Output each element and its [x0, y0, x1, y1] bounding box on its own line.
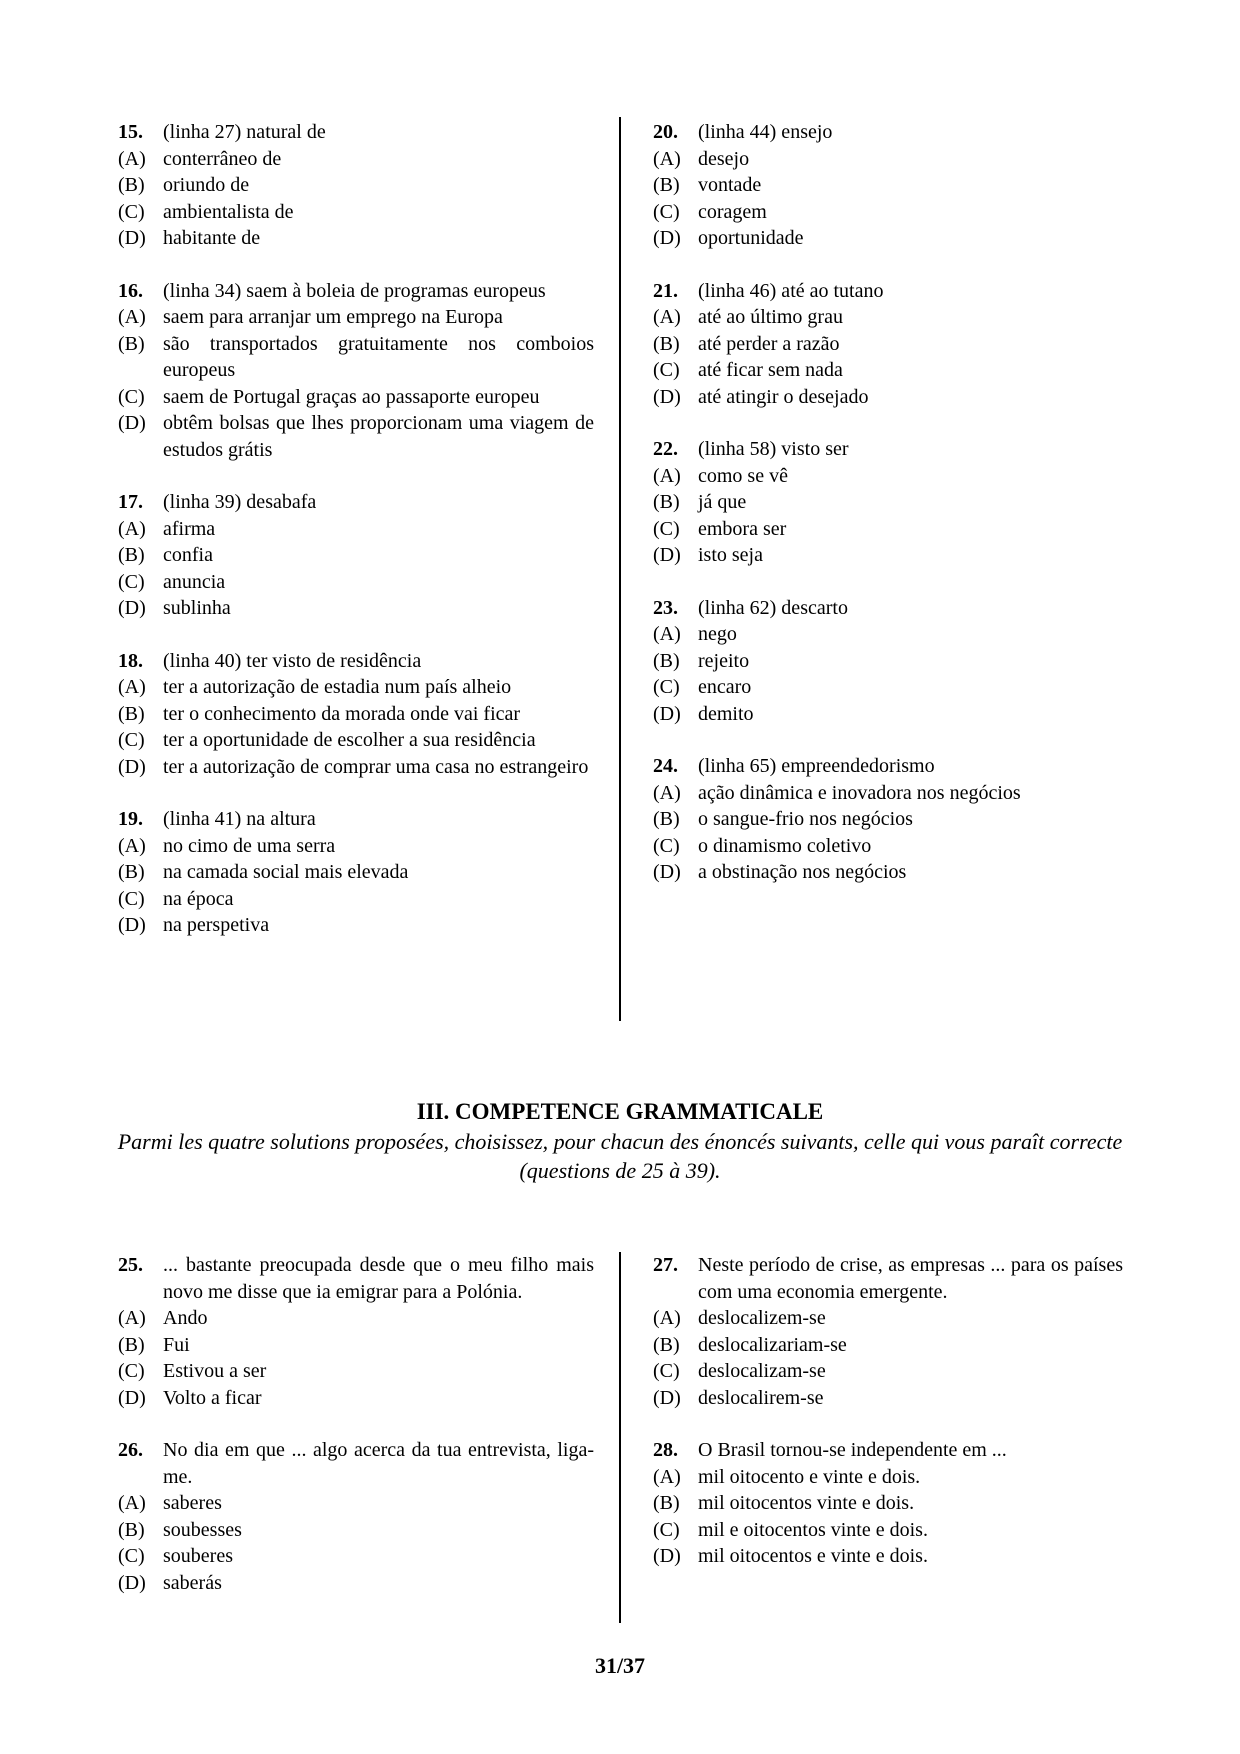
answer-option [653, 674, 1123, 701]
option-text: desejo [698, 147, 750, 170]
answer-option [118, 1490, 594, 1517]
question-prompt: ... bastante preocupada desde que o meu filho mais novo me disse que ia emigrar para a Polónia. [163, 1254, 594, 1303]
question-prompt: (linha 27) natural de [163, 121, 326, 143]
option-letter: (A) [118, 147, 146, 170]
option-text: encaro [698, 676, 752, 698]
option-letter: (D) [118, 914, 146, 936]
option-text: embora ser [698, 517, 787, 540]
option-text: até perder a razão [698, 332, 840, 355]
option-text: Volto a ficar [163, 1386, 262, 1409]
question-prompt: (linha 58) visto ser [698, 438, 849, 460]
question-number: 18. [118, 649, 143, 672]
question-block [653, 753, 1123, 886]
question-block [653, 595, 1123, 728]
answer-option [653, 1332, 1123, 1359]
answer-option [653, 701, 1123, 728]
answer-option [118, 701, 594, 728]
column-divider-bottom [619, 1252, 621, 1623]
option-letter: (B) [653, 1333, 680, 1356]
option-letter: (C) [118, 385, 145, 408]
option-letter: (C) [118, 887, 145, 910]
option-letter: (A) [653, 1465, 681, 1488]
answer-option [118, 1570, 594, 1597]
option-letter: (D) [118, 412, 146, 434]
question-stem [118, 1252, 594, 1305]
option-text: o sangue-frio nos negócios [698, 808, 913, 830]
option-letter: (B) [118, 1333, 145, 1356]
question-stem [653, 436, 1123, 463]
question-prompt: (linha 46) até ao tutano [698, 279, 884, 302]
option-text: mil oitocentos e vinte e dois. [698, 1545, 928, 1567]
option-text: deslocalizariam-se [698, 1333, 847, 1356]
option-text: ter a autorização de comprar uma casa no estrangeiro [163, 755, 589, 778]
question-number: 25. [118, 1254, 143, 1276]
grammar-left-column [118, 1252, 594, 1596]
option-letter: (D) [653, 1545, 681, 1567]
question-number: 28. [653, 1439, 678, 1461]
option-text: Fui [163, 1333, 190, 1356]
question-stem [653, 595, 1123, 622]
option-text: deslocalirem-se [698, 1386, 824, 1409]
option-text: até atingir o desejado [698, 385, 869, 408]
option-text: Estivou a ser [163, 1360, 267, 1382]
answer-option [118, 384, 594, 411]
option-text: sublinha [163, 597, 231, 619]
option-text: obtêm bolsas que lhes proporcionam uma viagem de estudos grátis [163, 412, 594, 461]
option-letter: (D) [118, 1386, 146, 1409]
question-block [653, 436, 1123, 569]
option-text: ter a autorização de estadia num país alheio [163, 676, 512, 698]
option-text: ter o conhecimento da morada onde vai ficar [163, 702, 521, 725]
option-letter: (A) [118, 834, 146, 857]
option-letter: (C) [653, 1518, 680, 1541]
option-letter: (D) [653, 227, 681, 249]
answer-option [118, 674, 594, 701]
option-text: são transportados gratuitamente nos comboios europeus [163, 332, 594, 381]
answer-option [653, 357, 1123, 384]
question-block [118, 278, 594, 464]
option-text: coragem [698, 200, 767, 223]
question-block [653, 1252, 1123, 1411]
option-letter: (C) [653, 1360, 680, 1382]
question-number: 15. [118, 121, 143, 143]
answer-option [118, 331, 594, 384]
option-letter: (B) [118, 332, 145, 355]
option-text: saem de Portugal graças ao passaporte europeu [163, 385, 540, 408]
option-text: deslocalizem-se [698, 1307, 826, 1329]
question-block [118, 1437, 594, 1596]
question-stem [118, 1437, 594, 1490]
option-letter: (B) [653, 1492, 680, 1514]
answer-option [653, 384, 1123, 411]
answer-option [653, 304, 1123, 331]
answer-option [118, 727, 594, 754]
option-text: souberes [163, 1545, 233, 1567]
answer-option [118, 595, 594, 622]
option-letter: (A) [118, 676, 146, 698]
option-letter: (A) [653, 1307, 681, 1329]
option-letter: (C) [653, 200, 680, 223]
question-prompt: (linha 34) saem à boleia de programas europeus [163, 279, 546, 302]
option-letter: (B) [653, 174, 680, 196]
answer-option [653, 463, 1123, 490]
question-block [653, 278, 1123, 411]
answer-option [118, 199, 594, 226]
question-stem [653, 1252, 1123, 1305]
option-letter: (C) [118, 1360, 145, 1382]
section-instructions: Parmi les quatre solutions proposées, choisissez, pour chacun des énoncés suivants, celle qui vous paraît correcte (questions de 25 à 39). [117, 1129, 1123, 1183]
question-number: 16. [118, 279, 143, 302]
option-text: a obstinação nos negócios [698, 861, 907, 883]
option-text: saberás [163, 1571, 222, 1594]
option-letter: (C) [653, 359, 680, 381]
question-block [118, 119, 594, 252]
answer-option [653, 199, 1123, 226]
answer-option [653, 1358, 1123, 1385]
question-prompt: (linha 39) desabafa [163, 491, 317, 513]
answer-option [118, 1305, 594, 1332]
answer-option [653, 516, 1123, 543]
answer-option [118, 146, 594, 173]
question-block [118, 489, 594, 622]
option-text: Ando [163, 1307, 208, 1329]
answer-option [118, 1332, 594, 1359]
option-text: vontade [698, 174, 762, 196]
option-letter: (A) [118, 1492, 146, 1514]
section-title: III. COMPETENCE GRAMMATICALE [416, 1099, 824, 1124]
question-block [653, 1437, 1123, 1570]
answer-option [653, 1305, 1123, 1332]
option-letter: (B) [653, 491, 680, 513]
option-text: ambientalista de [163, 200, 294, 223]
option-text: mil oitocento e vinte e dois. [698, 1465, 921, 1488]
option-text: na camada social mais elevada [163, 861, 409, 883]
option-text: rejeito [698, 649, 750, 672]
question-stem [653, 1437, 1123, 1464]
answer-option [653, 859, 1123, 886]
question-number: 19. [118, 808, 143, 830]
option-letter: (D) [118, 1571, 146, 1594]
answer-option [653, 1517, 1123, 1544]
vocab-right-column [653, 119, 1123, 886]
answer-option [653, 648, 1123, 675]
question-stem [118, 119, 594, 146]
option-letter: (C) [653, 676, 680, 698]
answer-option [118, 1358, 594, 1385]
option-letter: (D) [653, 544, 681, 566]
answer-option [118, 859, 594, 886]
option-text: conterrâneo de [163, 147, 282, 170]
option-text: demito [698, 702, 754, 725]
answer-option [653, 833, 1123, 860]
question-number: 27. [653, 1254, 678, 1276]
option-letter: (B) [118, 702, 145, 725]
option-letter: (D) [653, 385, 681, 408]
option-text: ação dinâmica e inovadora nos negócios [698, 781, 1021, 804]
option-text: oriundo de [163, 174, 250, 196]
option-text: oportunidade [698, 227, 804, 249]
option-letter: (C) [653, 834, 680, 857]
option-text: o dinamismo coletivo [698, 834, 872, 857]
option-letter: (D) [118, 755, 146, 778]
question-stem [118, 489, 594, 516]
answer-option [118, 833, 594, 860]
option-letter: (A) [118, 306, 146, 328]
answer-option [118, 569, 594, 596]
option-text: na perspetiva [163, 914, 270, 936]
question-number: 22. [653, 438, 678, 460]
option-text: saem para arranjar um emprego na Europa [163, 306, 503, 328]
option-text: já que [698, 491, 747, 513]
page-number: 31/37 [594, 1653, 646, 1678]
option-letter: (B) [653, 332, 680, 355]
question-block [118, 1252, 594, 1411]
option-text: na época [163, 887, 234, 910]
answer-option [118, 304, 594, 331]
answer-option [118, 754, 594, 781]
answer-option [118, 410, 594, 463]
answer-option [653, 542, 1123, 569]
column-divider-top [619, 117, 621, 1021]
option-text: habitante de [163, 227, 261, 249]
option-text: deslocalizam-se [698, 1360, 826, 1382]
answer-option [118, 1517, 594, 1544]
vocab-left-column [118, 119, 594, 939]
answer-option [118, 516, 594, 543]
option-letter: (D) [118, 227, 146, 249]
option-text: nego [698, 623, 737, 645]
answer-option [118, 1543, 594, 1570]
option-text: confia [163, 544, 213, 566]
question-number: 26. [118, 1439, 143, 1461]
option-text: isto seja [698, 544, 763, 566]
question-stem [118, 806, 594, 833]
option-letter: (B) [653, 808, 680, 830]
question-block [118, 648, 594, 781]
answer-option [653, 621, 1123, 648]
option-text: soubesses [163, 1518, 242, 1541]
option-letter: (B) [118, 1518, 145, 1541]
answer-option [653, 1543, 1123, 1570]
question-prompt: No dia em que ... algo acerca da tua entrevista, liga-me. [163, 1439, 594, 1488]
option-letter: (C) [118, 570, 145, 593]
question-prompt: (linha 65) empreendedorismo [698, 755, 935, 777]
answer-option [653, 331, 1123, 358]
answer-option [653, 1385, 1123, 1412]
question-stem [653, 278, 1123, 305]
option-letter: (C) [118, 729, 145, 751]
answer-option [118, 542, 594, 569]
option-letter: (C) [118, 1545, 145, 1567]
option-letter: (A) [653, 306, 681, 328]
question-prompt: O Brasil tornou-se independente em ... [698, 1439, 1007, 1461]
option-text: afirma [163, 517, 216, 540]
option-text: ter a oportunidade de escolher a sua residência [163, 729, 536, 751]
option-letter: (D) [653, 861, 681, 883]
option-text: como se vê [698, 464, 788, 487]
option-letter: (D) [653, 1386, 681, 1409]
question-number: 20. [653, 121, 678, 143]
answer-option [653, 146, 1123, 173]
option-letter: (A) [653, 147, 681, 170]
grammar-right-column [653, 1252, 1123, 1570]
option-text: mil e oitocentos vinte e dois. [698, 1518, 928, 1541]
option-letter: (D) [118, 597, 146, 619]
question-number: 24. [653, 755, 678, 777]
answer-option [653, 225, 1123, 252]
option-letter: (A) [653, 781, 681, 804]
option-text: saberes [163, 1492, 222, 1514]
option-text: até ao último grau [698, 306, 843, 328]
question-prompt: (linha 62) descarto [698, 596, 848, 619]
option-letter: (B) [118, 544, 145, 566]
answer-option [118, 172, 594, 199]
option-letter: (B) [118, 174, 145, 196]
question-block [118, 806, 594, 939]
question-prompt: Neste período de crise, as empresas ... para os países com uma economia emergente. [698, 1254, 1123, 1303]
answer-option [653, 172, 1123, 199]
question-stem [118, 278, 594, 305]
question-number: 23. [653, 596, 678, 619]
question-prompt: (linha 40) ter visto de residência [163, 649, 422, 672]
answer-option [118, 1385, 594, 1412]
option-letter: (B) [118, 861, 145, 883]
question-stem [653, 753, 1123, 780]
answer-option [653, 1464, 1123, 1491]
question-number: 17. [118, 491, 143, 513]
option-letter: (B) [653, 649, 680, 672]
option-text: mil oitocentos vinte e dois. [698, 1492, 915, 1514]
option-letter: (A) [653, 464, 681, 487]
question-block [653, 119, 1123, 252]
option-text: anuncia [163, 570, 226, 593]
answer-option [118, 225, 594, 252]
question-stem [653, 119, 1123, 146]
option-letter: (D) [653, 702, 681, 725]
question-stem [118, 648, 594, 675]
question-number: 21. [653, 279, 678, 302]
answer-option [118, 912, 594, 939]
option-letter: (A) [118, 517, 146, 540]
option-text: no cimo de uma serra [163, 834, 336, 857]
option-letter: (C) [653, 517, 680, 540]
answer-option [653, 489, 1123, 516]
question-prompt: (linha 41) na altura [163, 808, 316, 830]
option-letter: (C) [118, 200, 145, 223]
answer-option [653, 1490, 1123, 1517]
question-prompt: (linha 44) ensejo [698, 121, 833, 143]
option-letter: (A) [118, 1307, 146, 1329]
answer-option [118, 886, 594, 913]
answer-option [653, 780, 1123, 807]
answer-option [653, 806, 1123, 833]
option-text: até ficar sem nada [698, 359, 843, 381]
option-letter: (A) [653, 623, 681, 645]
